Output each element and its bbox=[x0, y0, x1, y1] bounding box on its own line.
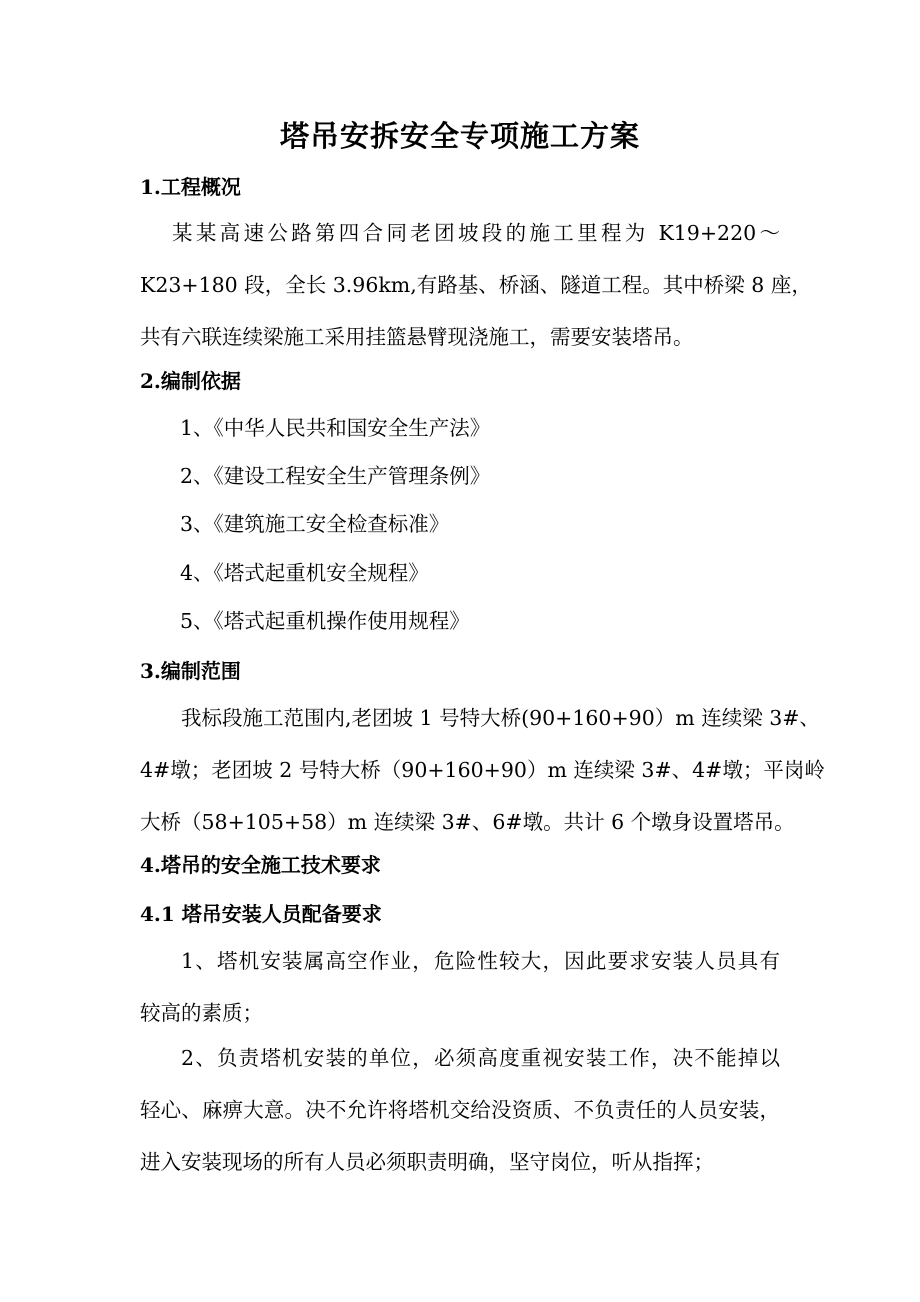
section-1-paragraph bbox=[140, 207, 812, 363]
section-2-heading: 2.编制依据 bbox=[140, 369, 241, 393]
paragraph-line: 大桥（58+105+58）m 连续梁 3#、6#墩。共计 6 个墩身设置塔吊。 bbox=[140, 810, 795, 834]
paragraph-line: 2、负责塔机安装的单位，必须高度重视安装工作，决不能掉以 bbox=[181, 1046, 780, 1070]
paragraph-line: 某某高速公路第四合同老团坡段的施工里程为 K19+220～ bbox=[172, 221, 780, 245]
paragraph-line: 共有六联连续梁施工采用挂篮悬臂现浇施工，需要安装塔吊。 bbox=[140, 325, 694, 349]
paragraph-line: 进入安装现场的所有人员必须职责明确，坚守岗位，听从指挥； bbox=[140, 1150, 714, 1174]
paragraph-line: 4#墩；老团坡 2 号特大桥（90+160+90）m 连续梁 3#、4#墩；平岗岭 bbox=[140, 758, 825, 782]
paragraph-line: 我标段施工范围内,老团坡 1 号特大桥(90+160+90）m 连续梁 3#、 bbox=[181, 706, 820, 730]
paragraph-line: 轻心、麻痹大意。决不允许将塔机交给没资质、不负责任的人员安装， bbox=[140, 1098, 780, 1122]
section-4-1-heading: 4.1 塔吊安装人员配备要求 bbox=[140, 902, 382, 926]
paragraph-line: 较高的素质； bbox=[140, 1001, 263, 1025]
section-4-1-paragraph-2 bbox=[140, 1032, 780, 1188]
section-3-paragraph bbox=[140, 692, 825, 848]
paragraph-line: K23+180 段，全长 3.96km,有路基、桥涵、隧道工程。其中桥梁 8 座， bbox=[140, 273, 812, 297]
section-4-heading: 4.塔吊的安全施工技术要求 bbox=[140, 853, 381, 877]
document-title: 塔吊安拆安全专项施工方案 bbox=[279, 119, 640, 153]
reference-item: 1、《中华人民共和国安全生产法》 bbox=[180, 416, 491, 440]
section-3-heading: 3.编制范围 bbox=[140, 659, 241, 683]
reference-item: 5、《塔式起重机操作使用规程》 bbox=[180, 609, 470, 633]
section-1-heading: 1.工程概况 bbox=[140, 175, 241, 199]
paragraph-line: 1、塔机安装属高空作业，危险性较大，因此要求安装人员具有 bbox=[181, 949, 780, 973]
reference-item: 4、《塔式起重机安全规程》 bbox=[180, 561, 429, 585]
section-4-1-paragraph-1 bbox=[140, 935, 780, 1039]
reference-item: 3、《建筑施工安全检查标准》 bbox=[180, 512, 450, 536]
reference-item: 2、《建设工程安全生产管理条例》 bbox=[180, 464, 491, 488]
